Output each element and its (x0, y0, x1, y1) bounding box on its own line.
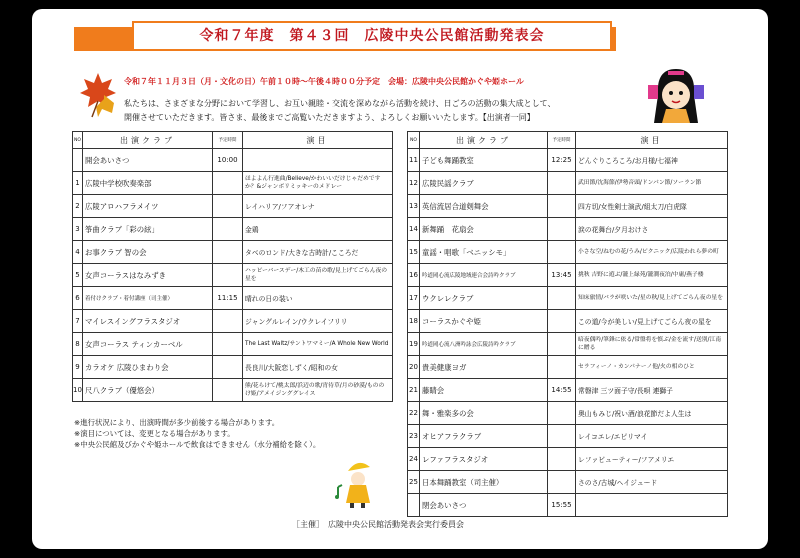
no-cell: 10 (73, 379, 83, 402)
club-cell: 舞・雅楽多の会 (420, 402, 548, 425)
intro-line: 開催させていただきます。皆さま、最後までご高覧いただきますよう、よろしくお願いいたします。【出演者一同】 (124, 113, 535, 122)
program-cell: The Last Waltz/サントワマミー/A Whole New World (243, 333, 393, 356)
table-row (408, 218, 728, 241)
club-cell: 吟道岡心流八洲吟詠会広陵詩吟クラブ (420, 333, 548, 356)
club-cell: 広陵民謡クラブ (420, 172, 548, 195)
program-cell: 金鶏 (243, 218, 393, 241)
club-cell: 女声コーラスはなみずき (83, 264, 213, 287)
col-header-club: 出演クラブ (420, 132, 548, 149)
no-cell: 24 (408, 448, 420, 471)
col-header-no: NO (408, 132, 420, 149)
organizer: ［主催］ 広陵中央公民館活動発表会実行委員会 (292, 520, 464, 529)
no-cell: 23 (408, 425, 420, 448)
note-line: ※進行状況により、出演時間が多少前後する場合があります。 (74, 418, 280, 427)
time-cell (548, 195, 576, 218)
program-cell: タベのロンド/大きな古時計/こころだ (243, 241, 393, 264)
table-row (73, 333, 393, 356)
program-cell: 涙の花舞台/夕月おけさ (576, 218, 728, 241)
program-cell: 知床旅情/バラが咲いた/星の秋/見上げてごらん夜の星を (576, 287, 728, 310)
table-row (408, 149, 728, 172)
intro-line: 私たちは、さまざまな分野において学習し、お互い親睦・交流を深めながら活動を続け、日ごろの活動の集大成として、 (124, 99, 556, 108)
club-cell: コーラスかぐや姫 (420, 310, 548, 333)
time-cell (213, 172, 243, 195)
program-cell: ジャングルレイン/ウクレイフリリ (243, 310, 393, 333)
table-row (408, 402, 728, 425)
table-row (73, 310, 393, 333)
club-cell: マイレスイングフラスタジオ (83, 310, 213, 333)
club-cell: 広陵中学校吹奏楽部 (83, 172, 213, 195)
time-cell (548, 448, 576, 471)
club-cell: 藤睛会 (420, 379, 548, 402)
table-row (73, 195, 393, 218)
no-cell: 5 (73, 264, 83, 287)
no-cell: 11 (408, 149, 420, 172)
time-cell (548, 333, 576, 356)
time-cell (548, 172, 576, 195)
program-cell: ほよよん行進曲/Believe/かわいいだけじゃだめですか？&ジャンボリミッキーのメドレー (243, 172, 393, 195)
club-cell: オヒアフラクラブ (420, 425, 548, 448)
program-cell: 挑秋 吉野に遊ぶ/瀧上緑苑/瀧澗夜泊/中庸/燕子楼 (576, 264, 728, 287)
club-cell: 女声コーラス ティンカーベル (83, 333, 213, 356)
no-cell: 3 (73, 218, 83, 241)
no-cell: 12 (408, 172, 420, 195)
club-cell: 筝曲クラブ「彩の絃」 (83, 218, 213, 241)
time-cell (548, 402, 576, 425)
table-row (408, 195, 728, 218)
no-cell: 9 (73, 356, 83, 379)
table-row (408, 264, 728, 287)
time-cell: 12:25 (548, 149, 576, 172)
no-cell: 14 (408, 218, 420, 241)
umbrella-girl-icon (334, 457, 374, 509)
no-cell: 20 (408, 356, 420, 379)
program-table-left (72, 131, 393, 402)
club-cell: 日本舞踊教室（司主催） (420, 471, 548, 494)
table-row (408, 379, 728, 402)
time-cell (548, 310, 576, 333)
no-cell: 18 (408, 310, 420, 333)
table-row (73, 264, 393, 287)
program-cell (243, 149, 393, 172)
program-cell: 長良川/大阪恋しずく/昭和の女 (243, 356, 393, 379)
table-row (408, 471, 728, 494)
time-cell: 13:45 (548, 264, 576, 287)
col-header-time: 予定時間 (213, 132, 243, 149)
program-cell: さのさ/古城/ヘイジュード (576, 471, 728, 494)
time-cell: 10:00 (213, 149, 243, 172)
program-table-right (407, 131, 728, 517)
no-cell (73, 149, 83, 172)
table-row (73, 379, 393, 402)
club-cell: お事クラブ 智の会 (83, 241, 213, 264)
no-cell: 25 (408, 471, 420, 494)
time-cell (548, 287, 576, 310)
club-cell: レファフラスタジオ (420, 448, 548, 471)
table-row (73, 241, 393, 264)
notes (74, 417, 374, 450)
time-cell (548, 425, 576, 448)
no-cell (408, 494, 420, 517)
time-cell (213, 264, 243, 287)
time-cell: 11:15 (213, 287, 243, 310)
club-cell: 新舞踊 花扇会 (420, 218, 548, 241)
program-cell: 常磐津 三ツ面子守/長唄 連獅子 (576, 379, 728, 402)
club-cell: カラオケ 広陵ひまわり会 (83, 356, 213, 379)
time-cell (548, 471, 576, 494)
table-row (408, 287, 728, 310)
maple-leaf-icon (78, 69, 118, 119)
program-cell: 熊/花らけて/桃太郎/浜辺の歌/宵待草/月の砂漠/もののけ姫/アメイジンググレイス (243, 379, 393, 402)
program-cell: レイコエレ/エピリマイ (576, 425, 728, 448)
col-header-club: 出演クラブ (83, 132, 213, 149)
time-cell: 15:55 (548, 494, 576, 517)
table-row (73, 356, 393, 379)
table-row (408, 425, 728, 448)
time-cell (548, 218, 576, 241)
no-cell: 22 (408, 402, 420, 425)
time-cell: 14:55 (548, 379, 576, 402)
club-cell: 開会あいさつ (83, 149, 213, 172)
table-row (73, 287, 393, 310)
event-date-venue: 令和７年１１月３日（月・文化の日）午前１０時～午後４時００分予定 会場：広陵中央公民館かぐや姫ホール (124, 77, 524, 86)
time-cell (213, 333, 243, 356)
program-cell: レイハリア/フアオレナ (243, 195, 393, 218)
table-row (73, 218, 393, 241)
table-row (408, 241, 728, 264)
col-header-program: 演目 (576, 132, 728, 149)
club-cell: 着付けクラブ・着付講座（司主催） (83, 287, 213, 310)
time-cell (213, 241, 243, 264)
table-row (408, 172, 728, 195)
no-cell: 17 (408, 287, 420, 310)
program-cell: 四方切/女性剣士演武/組太刀/白虎隊 (576, 195, 728, 218)
club-cell: 尺八クラブ（優悠会） (83, 379, 213, 402)
no-cell: 7 (73, 310, 83, 333)
time-cell (213, 218, 243, 241)
no-cell: 15 (408, 241, 420, 264)
table-row (408, 356, 728, 379)
intro-text (124, 97, 684, 125)
no-cell: 21 (408, 379, 420, 402)
program-cell: 奥山もみじ/祝い酒/浪花節だよ人生は (576, 402, 728, 425)
club-cell: 英信流居合道剣舞会 (420, 195, 548, 218)
time-cell (213, 356, 243, 379)
program-cell: 暗夜偶吟/筆鋒に依る/常盤将を慎ぶ/金を流す/送別/江南に贈る (576, 333, 728, 356)
note-line: ※演目については、変更となる場合があります。 (74, 429, 235, 438)
program-cell: 武田節/沈海節/伊勢音頭/ドンパン節/ソーラン節 (576, 172, 728, 195)
no-cell: 1 (73, 172, 83, 195)
program-cell: どんぐりころころ/お月様/七福神 (576, 149, 728, 172)
club-cell: 童謡・唱歌「ベニッシモ」 (420, 241, 548, 264)
table-row (73, 149, 393, 172)
program-cell: ハッピーバースデー/木工の苗の歌/見上げてごらん夜の星を (243, 264, 393, 287)
no-cell: 2 (73, 195, 83, 218)
page-title: 令和７年度 第４３回 広陵中央公民館活動発表会 (132, 21, 612, 51)
club-cell: ウクレレクラブ (420, 287, 548, 310)
note-line: ※中央公民館及びかぐや姫ホールで飲食はできません（水分補給を除く）。 (74, 440, 321, 449)
time-cell (548, 356, 576, 379)
table-row (408, 448, 728, 471)
club-cell: 子ども舞踊教室 (420, 149, 548, 172)
table-row (73, 172, 393, 195)
no-cell: 19 (408, 333, 420, 356)
no-cell: 16 (408, 264, 420, 287)
table-row (408, 333, 728, 356)
time-cell (213, 195, 243, 218)
program-cell: この道/今が美しい/見上げてごらん夜の星を (576, 310, 728, 333)
col-header-time: 予定時間 (548, 132, 576, 149)
time-cell (548, 241, 576, 264)
program-cell: レファビューティー/フアメリエ (576, 448, 728, 471)
program-cell: 晴れの日の装い (243, 287, 393, 310)
no-cell: 13 (408, 195, 420, 218)
club-cell: 広陵アロハフラメイツ (83, 195, 213, 218)
club-cell: 吟道岡心流広陵地域連合会詩吟クラブ (420, 264, 548, 287)
table-row (408, 310, 728, 333)
time-cell (213, 379, 243, 402)
club-cell: 閉会あいさつ (420, 494, 548, 517)
no-cell: 6 (73, 287, 83, 310)
table-row (408, 494, 728, 517)
program-cell (576, 494, 728, 517)
col-header-program: 演目 (243, 132, 393, 149)
time-cell (213, 310, 243, 333)
club-cell: 貴美健康ヨガ (420, 356, 548, 379)
program-cell: 小さな空/ねむの花/うみ/ピクニック/広陵われら夢の町 (576, 241, 728, 264)
program-sheet (32, 9, 768, 549)
kaguya-character-icon (644, 65, 708, 127)
col-header-no: NO (73, 132, 83, 149)
program-cell: セラフィーノ・カンパナーノ他/火の相のひと (576, 356, 728, 379)
no-cell: 4 (73, 241, 83, 264)
no-cell: 8 (73, 333, 83, 356)
